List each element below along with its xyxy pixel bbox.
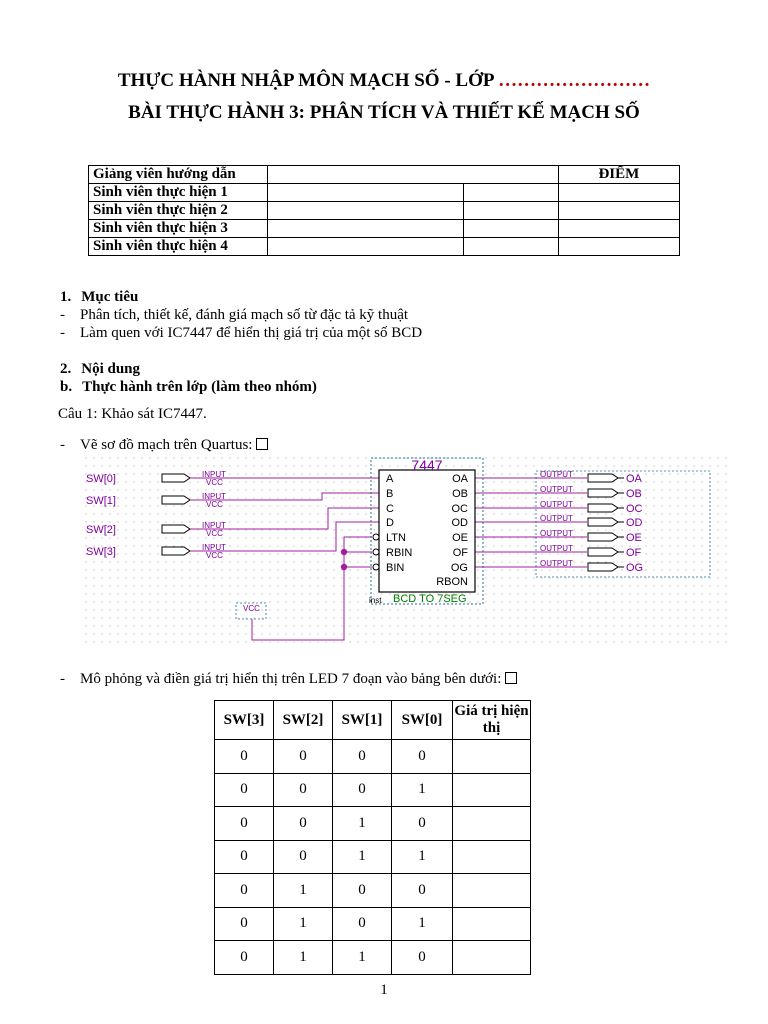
objective-item-2: - Làm quen với IC7447 để hiển thị giá trị của một số BCD	[60, 325, 423, 341]
switch-value-cell: 0	[392, 874, 453, 908]
title-text: THỰC HÀNH NHẬP MÔN MẠCH SỐ - LỚP	[117, 70, 499, 91]
wire-junction	[341, 549, 347, 555]
title-dots: ……………………	[498, 70, 651, 91]
student-label-2: Sinh viên thực hiện 2	[89, 202, 268, 220]
switch-value-cell: 0	[215, 874, 274, 908]
student-id-field-2[interactable]	[463, 202, 558, 220]
instructor-label: Giảng viên hướng dẫn	[89, 166, 268, 184]
task-text-1: Vẽ sơ đồ mạch trên Quartus:	[80, 437, 253, 453]
switch-value-cell: 1	[274, 941, 333, 975]
switch-value-cell: 0	[274, 807, 333, 841]
chip-output-pin-label: OG	[450, 562, 468, 574]
chip-output-pin-label: OA	[452, 473, 468, 485]
truth-table-body	[215, 740, 531, 975]
input-pin-symbol[interactable]	[162, 525, 190, 533]
input-vcc-label: VCC	[206, 529, 223, 538]
table-row	[215, 740, 531, 774]
output-port-label: OUTPUT	[540, 559, 573, 568]
page-title-line1	[0, 70, 768, 92]
student-name-field-3[interactable]	[268, 220, 463, 238]
chip-input-pin-label: A	[386, 473, 394, 485]
student-score-field-3[interactable]	[558, 220, 679, 238]
chip-input-pin-label: C	[386, 503, 394, 515]
task-item-1: - Vẽ sơ đồ mạch trên Quartus:	[60, 437, 268, 454]
objective-text-2: Làm quen với IC7447 để hiển thị giá trị của một số BCD	[80, 325, 423, 341]
quartus-schematic	[82, 454, 730, 648]
switch-value-cell: 0	[333, 907, 392, 941]
section1-number: 1.	[60, 289, 72, 305]
display-value-cell[interactable]	[453, 874, 531, 908]
subsection-number: b.	[60, 379, 73, 395]
student-score-field-1[interactable]	[558, 184, 679, 202]
output-name-label: OE	[626, 532, 642, 544]
chip-output-pin-label: OB	[452, 488, 468, 500]
switch-value-cell: 1	[333, 840, 392, 874]
truth-header-sw0: SW[0]	[392, 701, 453, 740]
student-label-1: Sinh viên thực hiện 1	[89, 184, 268, 202]
truth-header-sw3: SW[3]	[215, 701, 274, 740]
output-pin-symbol[interactable]	[588, 563, 618, 571]
chip-output-pin-label: OE	[452, 532, 468, 544]
output-pin-symbol[interactable]	[588, 504, 618, 512]
switch-value-cell: 0	[333, 740, 392, 774]
output-port-label: OUTPUT	[540, 514, 573, 523]
student-name-field-4[interactable]	[268, 238, 463, 256]
input-vcc-label: VCC	[206, 478, 223, 487]
switch-value-cell: 1	[392, 840, 453, 874]
wire-junction	[341, 564, 347, 570]
output-name-label: OG	[626, 562, 644, 574]
output-port-label: OUTPUT	[540, 544, 573, 553]
table-row	[215, 907, 531, 941]
switch-value-cell: 0	[215, 840, 274, 874]
truth-header-sw2: SW[2]	[274, 701, 333, 740]
input-name-label: SW[0]	[86, 473, 116, 485]
output-pin-symbol[interactable]	[588, 489, 618, 497]
display-value-cell[interactable]	[453, 941, 531, 975]
table-row	[215, 874, 531, 908]
switch-value-cell: 0	[392, 807, 453, 841]
input-port-label: INPUT	[202, 521, 226, 530]
output-port-label: OUTPUT	[540, 529, 573, 538]
subsection-heading	[60, 379, 317, 396]
chip-input-pin-label: LTN	[386, 532, 406, 544]
output-pin-symbol[interactable]	[588, 548, 618, 556]
student-score-field-2[interactable]	[558, 202, 679, 220]
display-value-cell[interactable]	[453, 907, 531, 941]
inst-label: inst	[369, 596, 382, 605]
switch-value-cell: 0	[333, 874, 392, 908]
student-name-field-2[interactable]	[268, 202, 463, 220]
switch-value-cell: 0	[215, 773, 274, 807]
student-label-3: Sinh viên thực hiện 3	[89, 220, 268, 238]
checkbox-icon[interactable]	[505, 672, 517, 684]
switch-value-cell: 1	[392, 773, 453, 807]
display-value-cell[interactable]	[453, 740, 531, 774]
output-name-label: OC	[626, 503, 643, 515]
output-name-label: OD	[626, 517, 643, 529]
input-vcc-label: VCC	[206, 500, 223, 509]
switch-value-cell: 0	[215, 807, 274, 841]
table-row	[215, 807, 531, 841]
chip-desc: BCD TO 7SEG	[393, 593, 467, 605]
section1-title: Mục tiêu	[81, 289, 139, 305]
switch-value-cell: 1	[333, 941, 392, 975]
output-pin-symbol[interactable]	[588, 518, 618, 526]
section2-title: Nội dung	[81, 361, 141, 377]
chip-output-pin-label: OF	[452, 547, 468, 559]
chip-output-pin-label: OC	[451, 503, 468, 515]
switch-value-cell: 0	[274, 740, 333, 774]
switch-value-cell: 0	[392, 941, 453, 975]
question-text: Câu 1: Khảo sát IC7447.	[58, 406, 207, 422]
input-pin-symbol[interactable]	[162, 496, 190, 504]
task-item-2: - Mô phỏng và điền giá trị hiển thị trên LED 7 đoạn vào bảng bên dưới:	[60, 671, 517, 688]
page-title-line2: BÀI THỰC HÀNH 3: PHÂN TÍCH VÀ THIẾT KẾ MẠCH SỐ	[128, 102, 640, 123]
student-label-4: Sinh viên thực hiện 4	[89, 238, 268, 256]
student-name-field-1[interactable]	[268, 184, 463, 202]
output-name-label: OF	[626, 547, 642, 559]
switch-value-cell: 0	[333, 773, 392, 807]
output-pin-symbol[interactable]	[588, 533, 618, 541]
switch-value-cell: 1	[274, 907, 333, 941]
input-name-label: SW[1]	[86, 495, 116, 507]
switch-value-cell: 0	[274, 773, 333, 807]
objective-text-1: Phân tích, thiết kế, đánh giá mạch số từ đặc tả kỹ thuật	[80, 307, 409, 323]
section2-heading	[60, 361, 140, 378]
switch-value-cell: 0	[274, 840, 333, 874]
chip-name: 7447	[411, 457, 443, 473]
chip-output-pin-label: OD	[451, 517, 468, 529]
table-row	[215, 941, 531, 975]
input-pin-symbol[interactable]	[162, 474, 190, 482]
output-pin-symbol[interactable]	[588, 474, 618, 482]
student-score-field-4[interactable]	[558, 238, 679, 256]
student-info-table	[88, 165, 680, 256]
chip-input-pin-label: D	[386, 517, 394, 529]
output-name-label: OA	[626, 473, 642, 485]
output-port-label: OUTPUT	[540, 470, 573, 479]
vcc-source-label: VCC	[243, 604, 260, 613]
objective-item-1: - Phân tích, thiết kế, đánh giá mạch số từ đặc tả kỹ thuật	[60, 307, 409, 323]
score-label: ĐIỂM	[558, 166, 679, 184]
chip-input-pin-label: RBIN	[386, 547, 413, 559]
inverted-pin-bubble	[373, 564, 379, 570]
output-port-label: OUTPUT	[540, 485, 573, 494]
display-value-cell[interactable]	[453, 807, 531, 841]
rbon-label: RBON	[436, 576, 468, 588]
input-name-label: SW[3]	[86, 546, 116, 558]
input-port-label: INPUT	[202, 492, 226, 501]
page-number: 1	[380, 982, 388, 998]
truth-header-sw1: SW[1]	[333, 701, 392, 740]
input-vcc-label: VCC	[206, 551, 223, 560]
switch-value-cell: 0	[392, 740, 453, 774]
output-name-label: OB	[626, 488, 642, 500]
student-id-field-1[interactable]	[463, 184, 558, 202]
table-row	[215, 840, 531, 874]
table-row	[215, 773, 531, 807]
input-pin-symbol[interactable]	[162, 547, 190, 555]
section2-number: 2.	[60, 361, 72, 377]
display-value-cell[interactable]	[453, 773, 531, 807]
output-port-label: OUTPUT	[540, 500, 573, 509]
truth-table	[214, 700, 531, 975]
chip-input-pin-label: BIN	[386, 562, 405, 574]
input-port-label: INPUT	[202, 470, 226, 479]
inverted-pin-bubble	[373, 534, 379, 540]
student-id-field-3[interactable]	[463, 220, 558, 238]
switch-value-cell: 1	[392, 907, 453, 941]
task-text-2: Mô phỏng và điền giá trị hiển thị trên LED 7 đoạn vào bảng bên dưới:	[80, 671, 502, 687]
student-id-field-4[interactable]	[463, 238, 558, 256]
inverted-pin-bubble	[373, 549, 379, 555]
subsection-title: Thực hành trên lớp (làm theo nhóm)	[82, 379, 317, 395]
switch-value-cell: 0	[215, 941, 274, 975]
switch-value-cell: 0	[215, 907, 274, 941]
section1-heading	[60, 289, 138, 306]
instructor-field[interactable]	[268, 166, 558, 184]
input-port-label: INPUT	[202, 543, 226, 552]
display-value-cell[interactable]	[453, 840, 531, 874]
chip-input-pin-label: B	[386, 488, 394, 500]
truth-header-display: Giá trị hiện thị	[453, 701, 531, 740]
switch-value-cell: 0	[215, 740, 274, 774]
checkbox-icon[interactable]	[256, 438, 268, 450]
switch-value-cell: 1	[333, 807, 392, 841]
switch-value-cell: 1	[274, 874, 333, 908]
input-name-label: SW[2]	[86, 524, 116, 536]
